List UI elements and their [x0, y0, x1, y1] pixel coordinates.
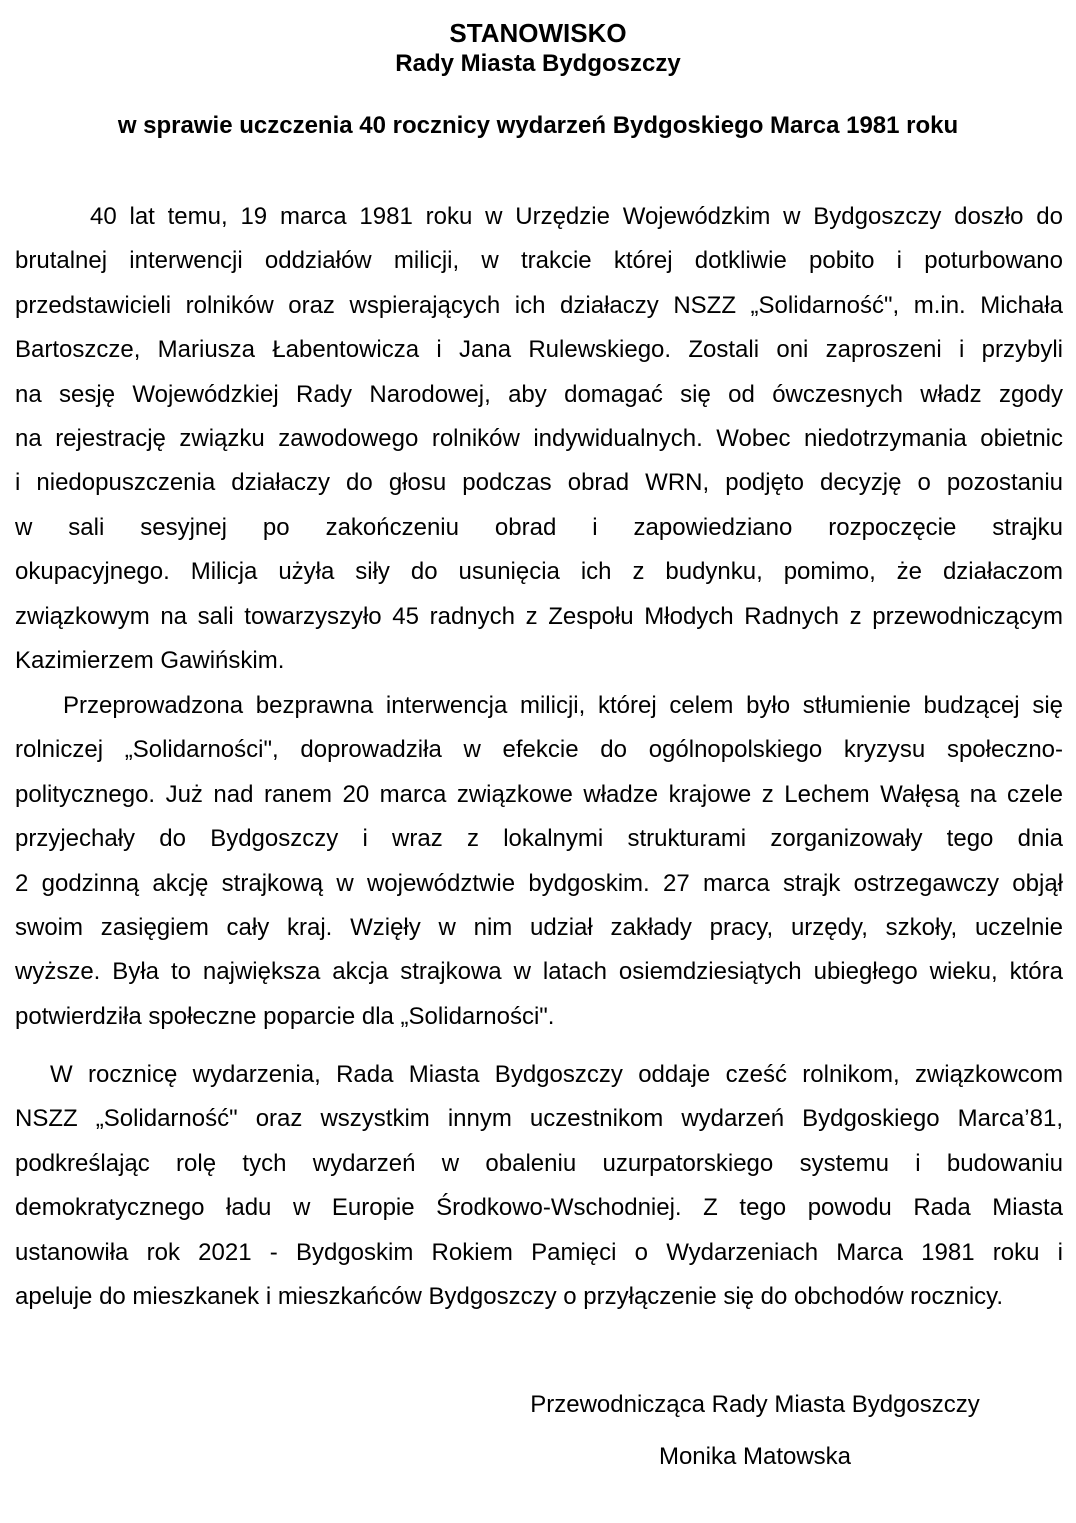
text-line: rolniczej „Solidarności", doprowadziła w efekcie do ogólnopolskiego kryzysu społeczno-: [15, 736, 1063, 764]
text-line: ustanowiła rok 2021 - Bydgoskim Rokiem Pamięci o Wydarzeniach Marca 1981 roku i: [15, 1238, 1063, 1266]
text-line: Bartoszcze, Mariusza Łabentowicza i Jana Rulewskiego. Zostali oni zaproszeni i przybyli: [15, 336, 1063, 364]
text-line: Przeprowadzona bezprawna interwencja milicji, której celem było stłumienie budzącej się: [63, 692, 1063, 719]
text-line: związkowym na sali towarzyszyło 45 radnych z Zespołu Młodych Radnych z przewodniczącym: [15, 602, 1063, 630]
text-line: politycznego. Już nad ranem 20 marca związkowe władze krajowe z Lechem Wałęsą na czele: [15, 780, 1063, 808]
paragraph-2: [15, 684, 1063, 1039]
document-subtitle: Rady Miasta Bydgoszczy: [395, 50, 681, 77]
text-line: przedstawicieli rolników oraz wspierających ich działaczy NSZZ „Solidarność", m.in. Michała: [15, 291, 1063, 319]
document-title: STANOWISKO: [449, 18, 627, 48]
text-line: na sesję Wojewódzkiej Rady Narodowej, aby domagać się od ówczesnych władz zgody: [15, 380, 1063, 408]
text-line: swoim zasięgiem cały kraj. Wzięły w nim udział zakłady pracy, urzędy, szkoły, uczelnie: [15, 914, 1063, 942]
text-line: apeluje do mieszkanek i mieszkańców Bydgoszczy o przyłączenie się do obchodów rocznicy.: [15, 1283, 1004, 1311]
text-line: NSZZ „Solidarność" oraz wszystkim innym uczestnikom wydarzeń Bydgoskiego Marca’81,: [15, 1105, 1063, 1133]
text-line: przyjechały do Bydgoszczy i wraz z lokalnymi strukturami zorganizowały tego dnia: [15, 825, 1063, 853]
paragraph-3: [15, 1053, 1063, 1319]
text-line: Kazimierzem Gawińskim.: [15, 647, 285, 675]
signature-block: [490, 1390, 1020, 1472]
text-line: na rejestrację związku zawodowego rolników indywidualnych. Wobec niedotrzymania obietnic: [15, 425, 1063, 453]
signature-name: Monika Matowska: [658, 1443, 852, 1470]
text-line: okupacyjnego. Milicja użyła siły do usunięcia ich z budynku, pomimo, że działaczom: [15, 558, 1063, 586]
text-line: 2 godzinną akcję strajkową w województwie bydgoskim. 27 marca strajk ostrzegawczy objął: [15, 869, 1063, 897]
text-line: w sali sesyjnej po zakończeniu obrad i zapowiedziano rozpoczęcie strajku: [15, 513, 1063, 541]
document-subject-line: w sprawie uczczenia 40 rocznicy wydarzeń Bydgoskiego Marca 1981 roku: [117, 112, 959, 139]
text-line: W rocznicę wydarzenia, Rada Miasta Bydgoszczy oddaje cześć rolnikom, związkowcom: [50, 1061, 1063, 1088]
text-line: 40 lat temu, 19 marca 1981 roku w Urzędzie Wojewódzkim w Bydgoszczy doszło do: [90, 203, 1063, 230]
text-line: demokratycznego ładu w Europie Środkowo-Wschodniej. Z tego powodu Rada Miasta: [15, 1194, 1063, 1222]
signature-role: Przewodnicząca Rady Miasta Bydgoszczy: [530, 1391, 980, 1418]
text-line: wyższe. Była to największa akcja strajkowa w latach osiemdziesiątych ubiegłego wieku, która: [15, 958, 1063, 986]
text-line: podkreślając rolę tych wydarzeń w obaleniu uzurpatorskiego systemu i budowaniu: [15, 1149, 1063, 1177]
paragraph-1: [15, 195, 1063, 683]
text-line: i niedopuszczenia działaczy do głosu podczas obrad WRN, podjęto decyzję o pozostaniu: [15, 469, 1063, 497]
text-line: brutalnej interwencji oddziałów milicji, w trakcie której dotkliwie pobito i poturbowano: [15, 247, 1063, 275]
text-line: potwierdziła społeczne poparcie dla „Solidarności".: [15, 1002, 555, 1030]
